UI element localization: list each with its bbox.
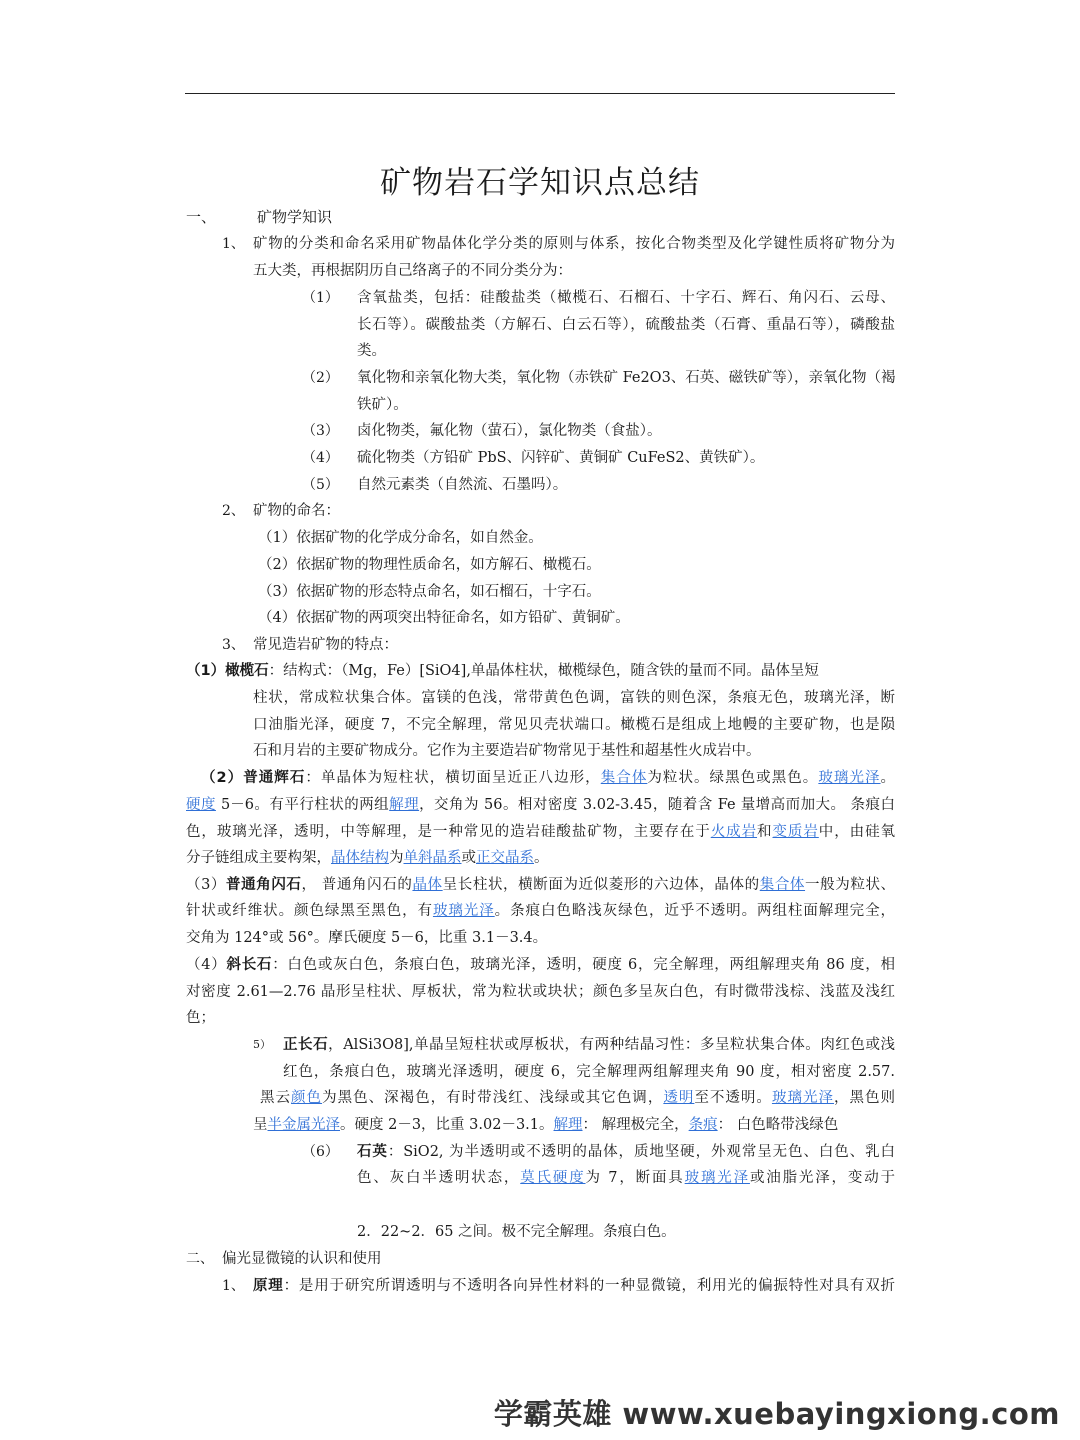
- mineral-olivine: （1）橄榄石：结构式：（Mg，Fe）[SiO4],单晶体柱状，橄榄绿色，随含铁的量而不同。晶体呈短: [186, 663, 819, 679]
- paragraph-line: 矿物的命名：: [253, 503, 340, 519]
- paragraph-line: 柱状，常成粒状集合体。富镁的色浅，常带黄色色调，富铁的则色深，条痕无色，玻璃光泽，断: [253, 690, 895, 706]
- site-watermark: 学霸英雄 www.xuebayingxiong.com: [493, 1397, 1060, 1431]
- item-number: （3）: [302, 423, 339, 439]
- paragraph-line: 硬度 5－6。有平行柱状的两组解理，交角为 56。相对密度 3.02-3.45，随着含 Fe 量增高而加大。 条痕白: [186, 797, 895, 813]
- paragraph-line: 2．22~2．65 之间。极不完全解理。条痕白色。: [357, 1224, 676, 1240]
- mineral-label: 普通角闪石: [226, 877, 302, 893]
- item-number: （6）: [302, 1144, 339, 1160]
- mineral-orthoclase: 正长石，AlSi3O8],单晶呈短柱状或厚板状，有两种结晶习性：多呈粒状集合体。肉红色或浅: [283, 1037, 896, 1053]
- list-item: （4）依据矿物的两项突出特征命名，如方铅矿、黄铜矿。: [258, 610, 630, 626]
- mineral-label: 斜长石: [226, 957, 273, 973]
- paragraph-line: 对密度 2.61—2.76 晶形呈柱状、厚板状，常为粒状或块状；颜色多呈灰白色，有时微带浅棕、浅蓝及浅红: [186, 984, 895, 1000]
- mineral-augite: （2）普通辉石：单晶体为短柱状，横切面呈近正八边形，集合体为粒状。绿黑色或黑色。玻璃光泽。: [201, 770, 896, 786]
- paragraph-line: 红色，条痕白色，玻璃光泽透明，硬度 6，完全解理两组解理夹角 90 度，相对密度 2.57.: [283, 1064, 895, 1080]
- paragraph-line: 含氧盐类，包括：硅酸盐类（橄榄石、石榴石、十字石、辉石、角闪石、云母、: [357, 290, 895, 306]
- paragraph-line: 自然元素类（自然流、石墨吗）。: [357, 477, 568, 493]
- item-number: 3、: [222, 637, 245, 653]
- section-heading: 矿物学知识: [257, 208, 333, 226]
- header-rule: [185, 93, 895, 94]
- paragraph-line: 色、灰白半透明状态，莫氏硬度为 7，断面具玻璃光泽或油脂光泽，变动于: [357, 1170, 896, 1186]
- paragraph-line: 五大类，再根据阴历自己络离子的不同分类分为：: [253, 263, 572, 279]
- link-color[interactable]: 颜色: [291, 1090, 323, 1106]
- link-aggregate[interactable]: 集合体: [600, 770, 648, 786]
- mineral-hornblende: （3）普通角闪石， 普通角闪石的晶体呈长柱状，横断面为近似菱形的六边体，晶体的集合体一般为粒状、: [186, 877, 896, 893]
- paragraph-line: 呈半金属光泽。硬度 2－3，比重 3.02－3.1。解理： 解理极完全，条痕： 白色略带浅绿色: [253, 1117, 839, 1133]
- link-vitreous-luster[interactable]: 玻璃光泽: [771, 1090, 834, 1106]
- paragraph-line: 分子链组成主要构架，晶体结构为单斜晶系或正交晶系。: [186, 850, 549, 866]
- mineral-label: （2）普通辉石: [201, 770, 306, 786]
- item-number: （2）: [302, 370, 339, 386]
- link-crystal-structure[interactable]: 晶体结构: [331, 850, 389, 866]
- paragraph-line: 色，玻璃光泽，透明，中等解理，是一种常见的造岩硅酸盐矿物，主要存在于火成岩和变质岩中，由硅氧: [186, 824, 896, 840]
- link-monoclinic[interactable]: 单斜晶系: [403, 850, 462, 866]
- mineral-quartz: 石英：SiO2, 为半透明或不透明的晶体，质地坚硬，外观常呈无色、白色、乳白: [357, 1144, 896, 1160]
- link-metamorphic-rock[interactable]: 变质岩: [772, 824, 819, 840]
- list-item: （1）依据矿物的化学成分命名，如自然金。: [258, 530, 543, 546]
- item-number: 1、: [222, 1278, 245, 1294]
- paragraph-line: 硫化物类（方铅矿 PbS、闪锌矿、黄铜矿 CuFeS2、黄铁矿）。: [357, 450, 765, 466]
- paragraph-line: 铁矿）。: [357, 397, 408, 413]
- paragraph-line: 黑云颜色为黑色、深褐色，有时带浅红、浅绿或其它色调，透明至不透明。玻璃光泽，黑色则: [260, 1090, 896, 1106]
- paragraph-line: 口油脂光泽，硬度 7，不完全解理，常见贝壳状端口。橄榄石是组成上地幔的主要矿物，也是陨: [253, 717, 895, 733]
- paragraph-line: 氧化物和亲氧化物大类，氧化物（赤铁矿 Fe2O3、石英、磁铁矿等），亲氧化物（褐: [357, 370, 896, 386]
- link-crystal[interactable]: 晶体: [412, 877, 443, 893]
- paragraph-line: 卤化物类，氟化物（萤石），氯化物类（食盐）。: [357, 423, 662, 439]
- paragraph-line: 类。: [357, 343, 386, 359]
- item-number: （4）: [302, 450, 339, 466]
- paragraph-line: 交角为 124°或 56°。摩氏硬度 5－6，比重 3.1－3.4。: [186, 930, 548, 946]
- link-transparent[interactable]: 透明: [663, 1090, 695, 1106]
- link-vitreous-luster[interactable]: 玻璃光泽: [818, 770, 881, 786]
- link-cleavage[interactable]: 解理: [389, 797, 420, 813]
- link-submetallic-luster[interactable]: 半金属光泽: [267, 1117, 340, 1133]
- mineral-label: 石英: [357, 1144, 388, 1160]
- section-number: 二、: [186, 1251, 214, 1267]
- section-number: 一、: [186, 208, 217, 226]
- paragraph-line: 色；: [186, 1010, 215, 1026]
- paragraph-line: 矿物的分类和命名采用矿物晶体化学分类的原则与体系，按化合物类型及化学键性质将矿物分为: [253, 236, 895, 252]
- item-number: 5）: [253, 1038, 271, 1051]
- link-orthorhombic[interactable]: 正交晶系: [476, 850, 534, 866]
- link-hardness[interactable]: 硬度: [186, 797, 216, 813]
- list-item: （2）依据矿物的物理性质命名，如方解石、橄榄石。: [258, 557, 601, 573]
- section-heading: 偏光显微镜的认识和使用: [222, 1251, 382, 1267]
- item-number: （1）: [302, 290, 339, 306]
- paragraph-line: 原理：是用于研究所谓透明与不透明各向异性材料的一种显微镜，利用光的偏振特性对具有双折: [253, 1278, 896, 1294]
- paragraph-line: 针状或纤维状。颜色绿黑至黑色，有玻璃光泽。条痕白色略浅灰绿色，近乎不透明。两组柱面解理完全，: [186, 903, 896, 919]
- principle-label: 原理: [253, 1278, 284, 1294]
- link-mohs-hardness[interactable]: 莫氏硬度: [520, 1170, 586, 1186]
- link-streak[interactable]: 条痕: [688, 1117, 718, 1133]
- mineral-label: （1）橄榄石: [186, 663, 269, 679]
- item-number: （5）: [302, 477, 339, 493]
- link-cleavage[interactable]: 解理: [553, 1117, 583, 1133]
- paragraph-line: 石和月岩的主要矿物成分。它作为主要造岩矿物常见于基性和超基性火成岩中。: [253, 743, 761, 759]
- mineral-label: 正长石: [283, 1037, 329, 1053]
- paragraph-line: 常见造岩矿物的特点：: [253, 637, 398, 653]
- list-item: （3）依据矿物的形态特点命名，如石榴石，十字石。: [258, 584, 601, 600]
- mineral-plagioclase: （4）斜长石：白色或灰白色，条痕白色，玻璃光泽，透明，硬度 6，完全解理，两组解理夹角 86 度，相: [186, 957, 896, 973]
- link-igneous-rock[interactable]: 火成岩: [710, 824, 758, 840]
- item-number: 2、: [222, 503, 245, 519]
- link-vitreous-luster[interactable]: 玻璃光泽: [432, 903, 495, 919]
- link-aggregate[interactable]: 集合体: [759, 877, 806, 893]
- page-title: 矿物岩石学知识点总结: [380, 165, 700, 201]
- item-number: 1、: [222, 236, 245, 252]
- link-vitreous-luster[interactable]: 玻璃光泽: [684, 1170, 750, 1186]
- paragraph-line: 长石等）。碳酸盐类（方解石、白云石等），硫酸盐类（石膏、重晶石等），磷酸盐: [357, 317, 895, 333]
